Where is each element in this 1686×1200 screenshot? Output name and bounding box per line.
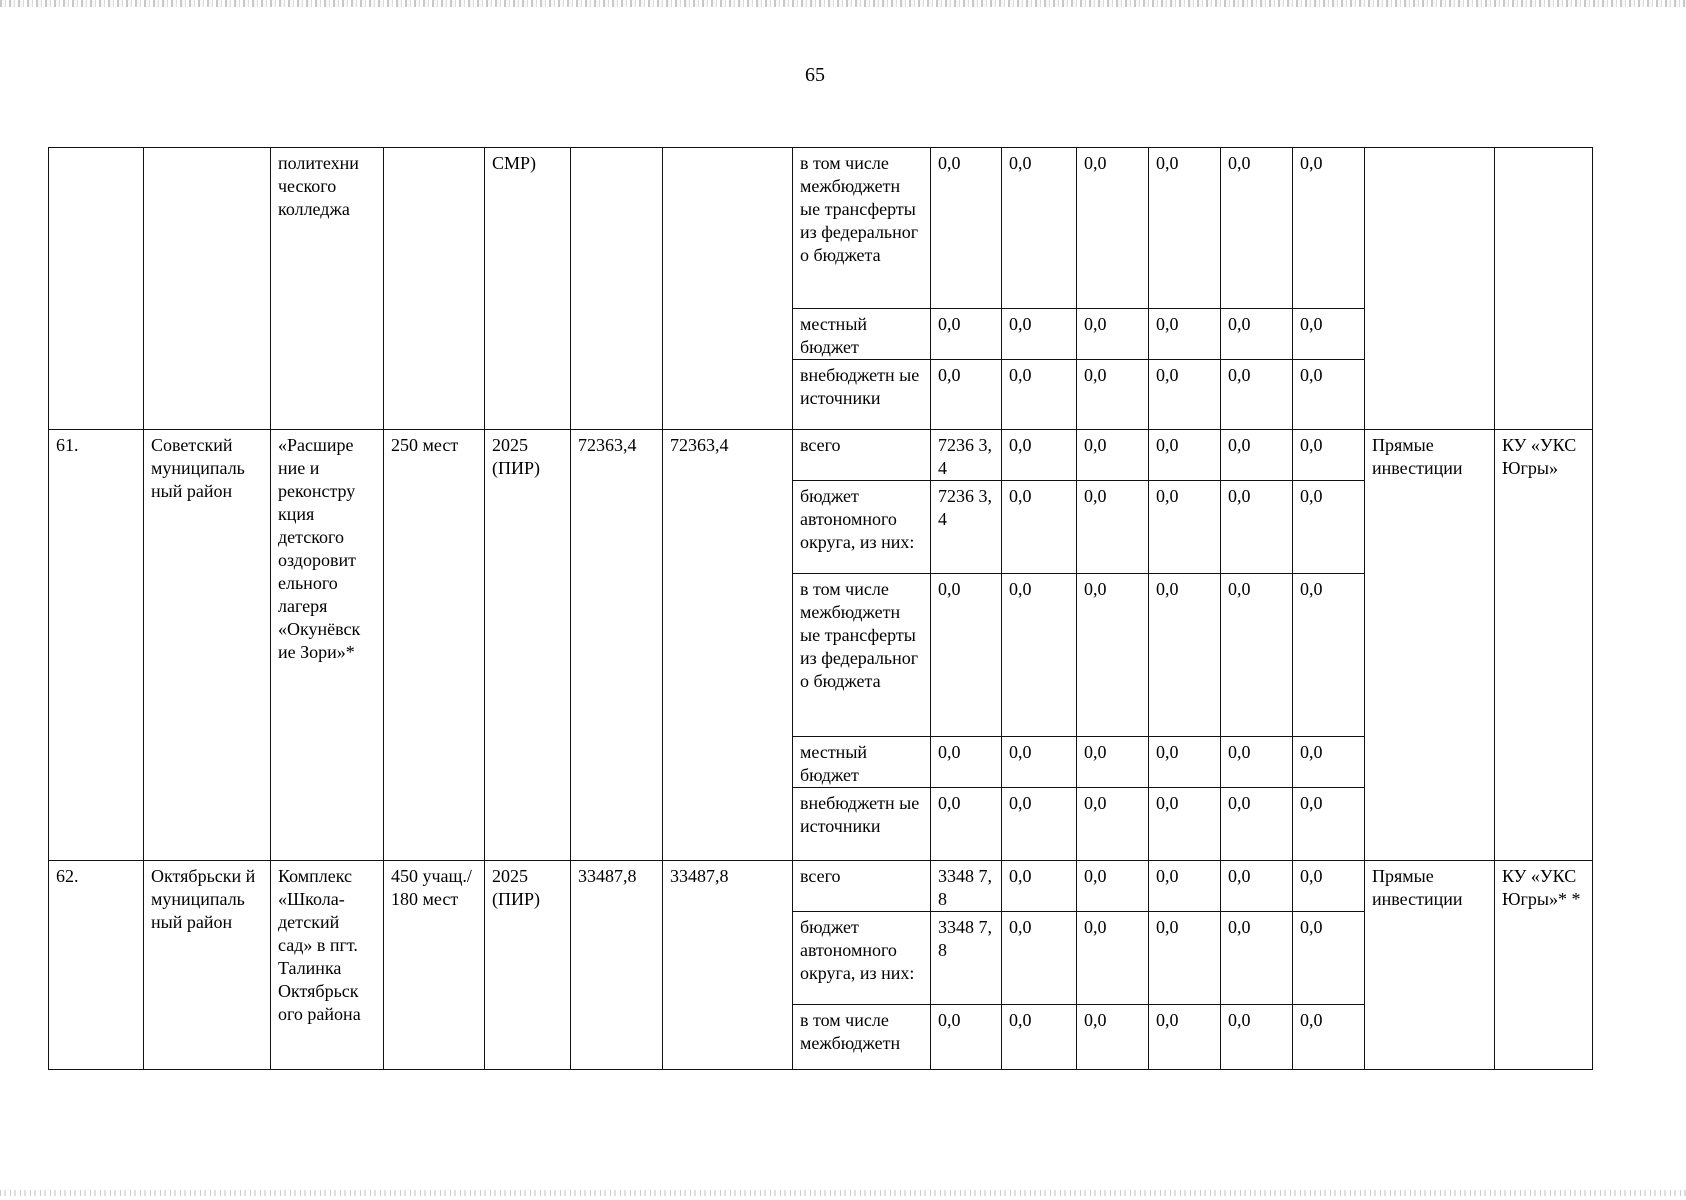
value-cell: 0,0 — [1077, 148, 1149, 309]
investment-form-cell: Прямые инвестиции — [1365, 861, 1495, 1070]
value-cell: 0,0 — [1221, 574, 1293, 737]
year-cell: 2025 (ПИР) — [485, 430, 571, 861]
value-cell: 0,0 — [1293, 309, 1365, 360]
municipality-cell — [144, 148, 271, 430]
value-cell: 0,0 — [1149, 737, 1221, 788]
value-cell: 0,0 — [931, 788, 1002, 861]
funding-source-label: бюджет автономного округа, из них: — [793, 912, 931, 1005]
investment-table — [48, 147, 1593, 1070]
funding-source-label: в том числе межбюджетн ые трансферты из федеральног о бюджета — [793, 574, 931, 737]
value-cell: 0,0 — [1221, 1005, 1293, 1070]
value-cell: 0,0 — [1077, 481, 1149, 574]
value-cell: 0,0 — [1149, 148, 1221, 309]
value-cell: 0,0 — [1077, 360, 1149, 430]
object-cell: Комплекс «Школа- детский сад» в пгт. Талинка Октябрьск ого района — [271, 861, 384, 1070]
capacity-cell — [384, 148, 485, 430]
funding-source-label: местный бюджет — [793, 309, 931, 360]
value-cell: 0,0 — [931, 148, 1002, 309]
value-cell: 3348 7,8 — [931, 861, 1002, 912]
funding-source-label: бюджет автономного округа, из них: — [793, 481, 931, 574]
value-cell: 0,0 — [1077, 309, 1149, 360]
value-cell: 0,0 — [931, 360, 1002, 430]
value-cell: 0,0 — [1077, 737, 1149, 788]
value-cell: 0,0 — [1077, 912, 1149, 1005]
value-cell: 0,0 — [1149, 574, 1221, 737]
funding-source-label: внебюджетн ые источники — [793, 788, 931, 861]
funding-source-label: в том числе межбюджетн — [793, 1005, 931, 1070]
value-cell: 0,0 — [1002, 574, 1077, 737]
value-cell: 0,0 — [1221, 309, 1293, 360]
value-cell: 0,0 — [1293, 788, 1365, 861]
municipality-cell: Советский муниципаль ный район — [144, 430, 271, 861]
funding-source-label: всего — [793, 430, 931, 481]
customer-cell: КУ «УКС Югры»* * — [1495, 861, 1593, 1070]
value-cell: 0,0 — [1221, 737, 1293, 788]
value-cell: 0,0 — [1149, 912, 1221, 1005]
value-cell: 0,0 — [1221, 788, 1293, 861]
value-cell: 0,0 — [1002, 360, 1077, 430]
investment-form-cell — [1365, 148, 1495, 430]
value-cell: 0,0 — [1221, 360, 1293, 430]
value-cell: 0,0 — [1221, 481, 1293, 574]
value-cell: 0,0 — [1149, 1005, 1221, 1070]
object-cell: политехни ческого колледжа — [271, 148, 384, 430]
value-cell: 0,0 — [1149, 861, 1221, 912]
value-cell: 0,0 — [1149, 309, 1221, 360]
value-cell: 0,0 — [931, 1005, 1002, 1070]
value-cell: 0,0 — [1293, 430, 1365, 481]
row-number-cell: 61. — [49, 430, 144, 861]
value-cell: 0,0 — [1221, 148, 1293, 309]
funding-source-label: в том числе межбюджетн ые трансферты из федеральног о бюджета — [793, 148, 931, 309]
value-cell: 0,0 — [1002, 148, 1077, 309]
value-cell: 7236 3,4 — [931, 430, 1002, 481]
municipality-cell: Октябрьски й муниципаль ный район — [144, 861, 271, 1070]
value-cell: 0,0 — [1002, 737, 1077, 788]
remaining-cost-cell: 72363,4 — [663, 430, 793, 861]
capacity-cell: 450 учащ./ 180 мест — [384, 861, 485, 1070]
cost-cell: 72363,4 — [571, 430, 663, 861]
value-cell: 0,0 — [1149, 788, 1221, 861]
value-cell: 0,0 — [1002, 309, 1077, 360]
remaining-cost-cell — [663, 148, 793, 430]
value-cell: 7236 3,4 — [931, 481, 1002, 574]
table-row — [49, 861, 1593, 912]
value-cell: 0,0 — [931, 309, 1002, 360]
value-cell: 0,0 — [1293, 148, 1365, 309]
funding-source-label: всего — [793, 861, 931, 912]
value-cell: 0,0 — [1002, 481, 1077, 574]
value-cell: 0,0 — [1002, 788, 1077, 861]
row-number-cell: 62. — [49, 861, 144, 1070]
value-cell: 3348 7,8 — [931, 912, 1002, 1005]
funding-source-label: местный бюджет — [793, 737, 931, 788]
scan-edge-top — [0, 0, 1686, 7]
value-cell: 0,0 — [1149, 481, 1221, 574]
cost-cell — [571, 148, 663, 430]
value-cell: 0,0 — [1293, 861, 1365, 912]
funding-source-label: внебюджетн ые источники — [793, 360, 931, 430]
capacity-cell: 250 мест — [384, 430, 485, 861]
investment-form-cell: Прямые инвестиции — [1365, 430, 1495, 861]
number-cell — [49, 148, 144, 430]
value-cell: 0,0 — [1293, 481, 1365, 574]
value-cell: 0,0 — [1221, 912, 1293, 1005]
value-cell: 0,0 — [1077, 1005, 1149, 1070]
table-row — [49, 148, 1593, 309]
stage-cell: СМР) — [485, 148, 571, 430]
value-cell: 0,0 — [1293, 574, 1365, 737]
page-number: 65 — [805, 64, 825, 86]
value-cell: 0,0 — [1293, 912, 1365, 1005]
table-row — [49, 430, 1593, 481]
value-cell: 0,0 — [1077, 430, 1149, 481]
value-cell: 0,0 — [1293, 737, 1365, 788]
value-cell: 0,0 — [1221, 861, 1293, 912]
value-cell: 0,0 — [1293, 360, 1365, 430]
value-cell: 0,0 — [1002, 1005, 1077, 1070]
value-cell: 0,0 — [1077, 574, 1149, 737]
value-cell: 0,0 — [931, 574, 1002, 737]
value-cell: 0,0 — [931, 737, 1002, 788]
object-cell: «Расшире ние и реконстру кция детского оздоровит ельного лагеря «Окунёвск ие Зори»* — [271, 430, 384, 861]
value-cell: 0,0 — [1293, 1005, 1365, 1070]
value-cell: 0,0 — [1002, 912, 1077, 1005]
value-cell: 0,0 — [1221, 430, 1293, 481]
customer-cell — [1495, 148, 1593, 430]
scan-edge-bottom — [0, 1190, 1686, 1196]
customer-cell: КУ «УКС Югры» — [1495, 430, 1593, 861]
value-cell: 0,0 — [1077, 788, 1149, 861]
remaining-cost-cell: 33487,8 — [663, 861, 793, 1070]
cost-cell: 33487,8 — [571, 861, 663, 1070]
value-cell: 0,0 — [1002, 861, 1077, 912]
year-cell: 2025 (ПИР) — [485, 861, 571, 1070]
value-cell: 0,0 — [1002, 430, 1077, 481]
value-cell: 0,0 — [1149, 430, 1221, 481]
value-cell: 0,0 — [1077, 861, 1149, 912]
value-cell: 0,0 — [1149, 360, 1221, 430]
